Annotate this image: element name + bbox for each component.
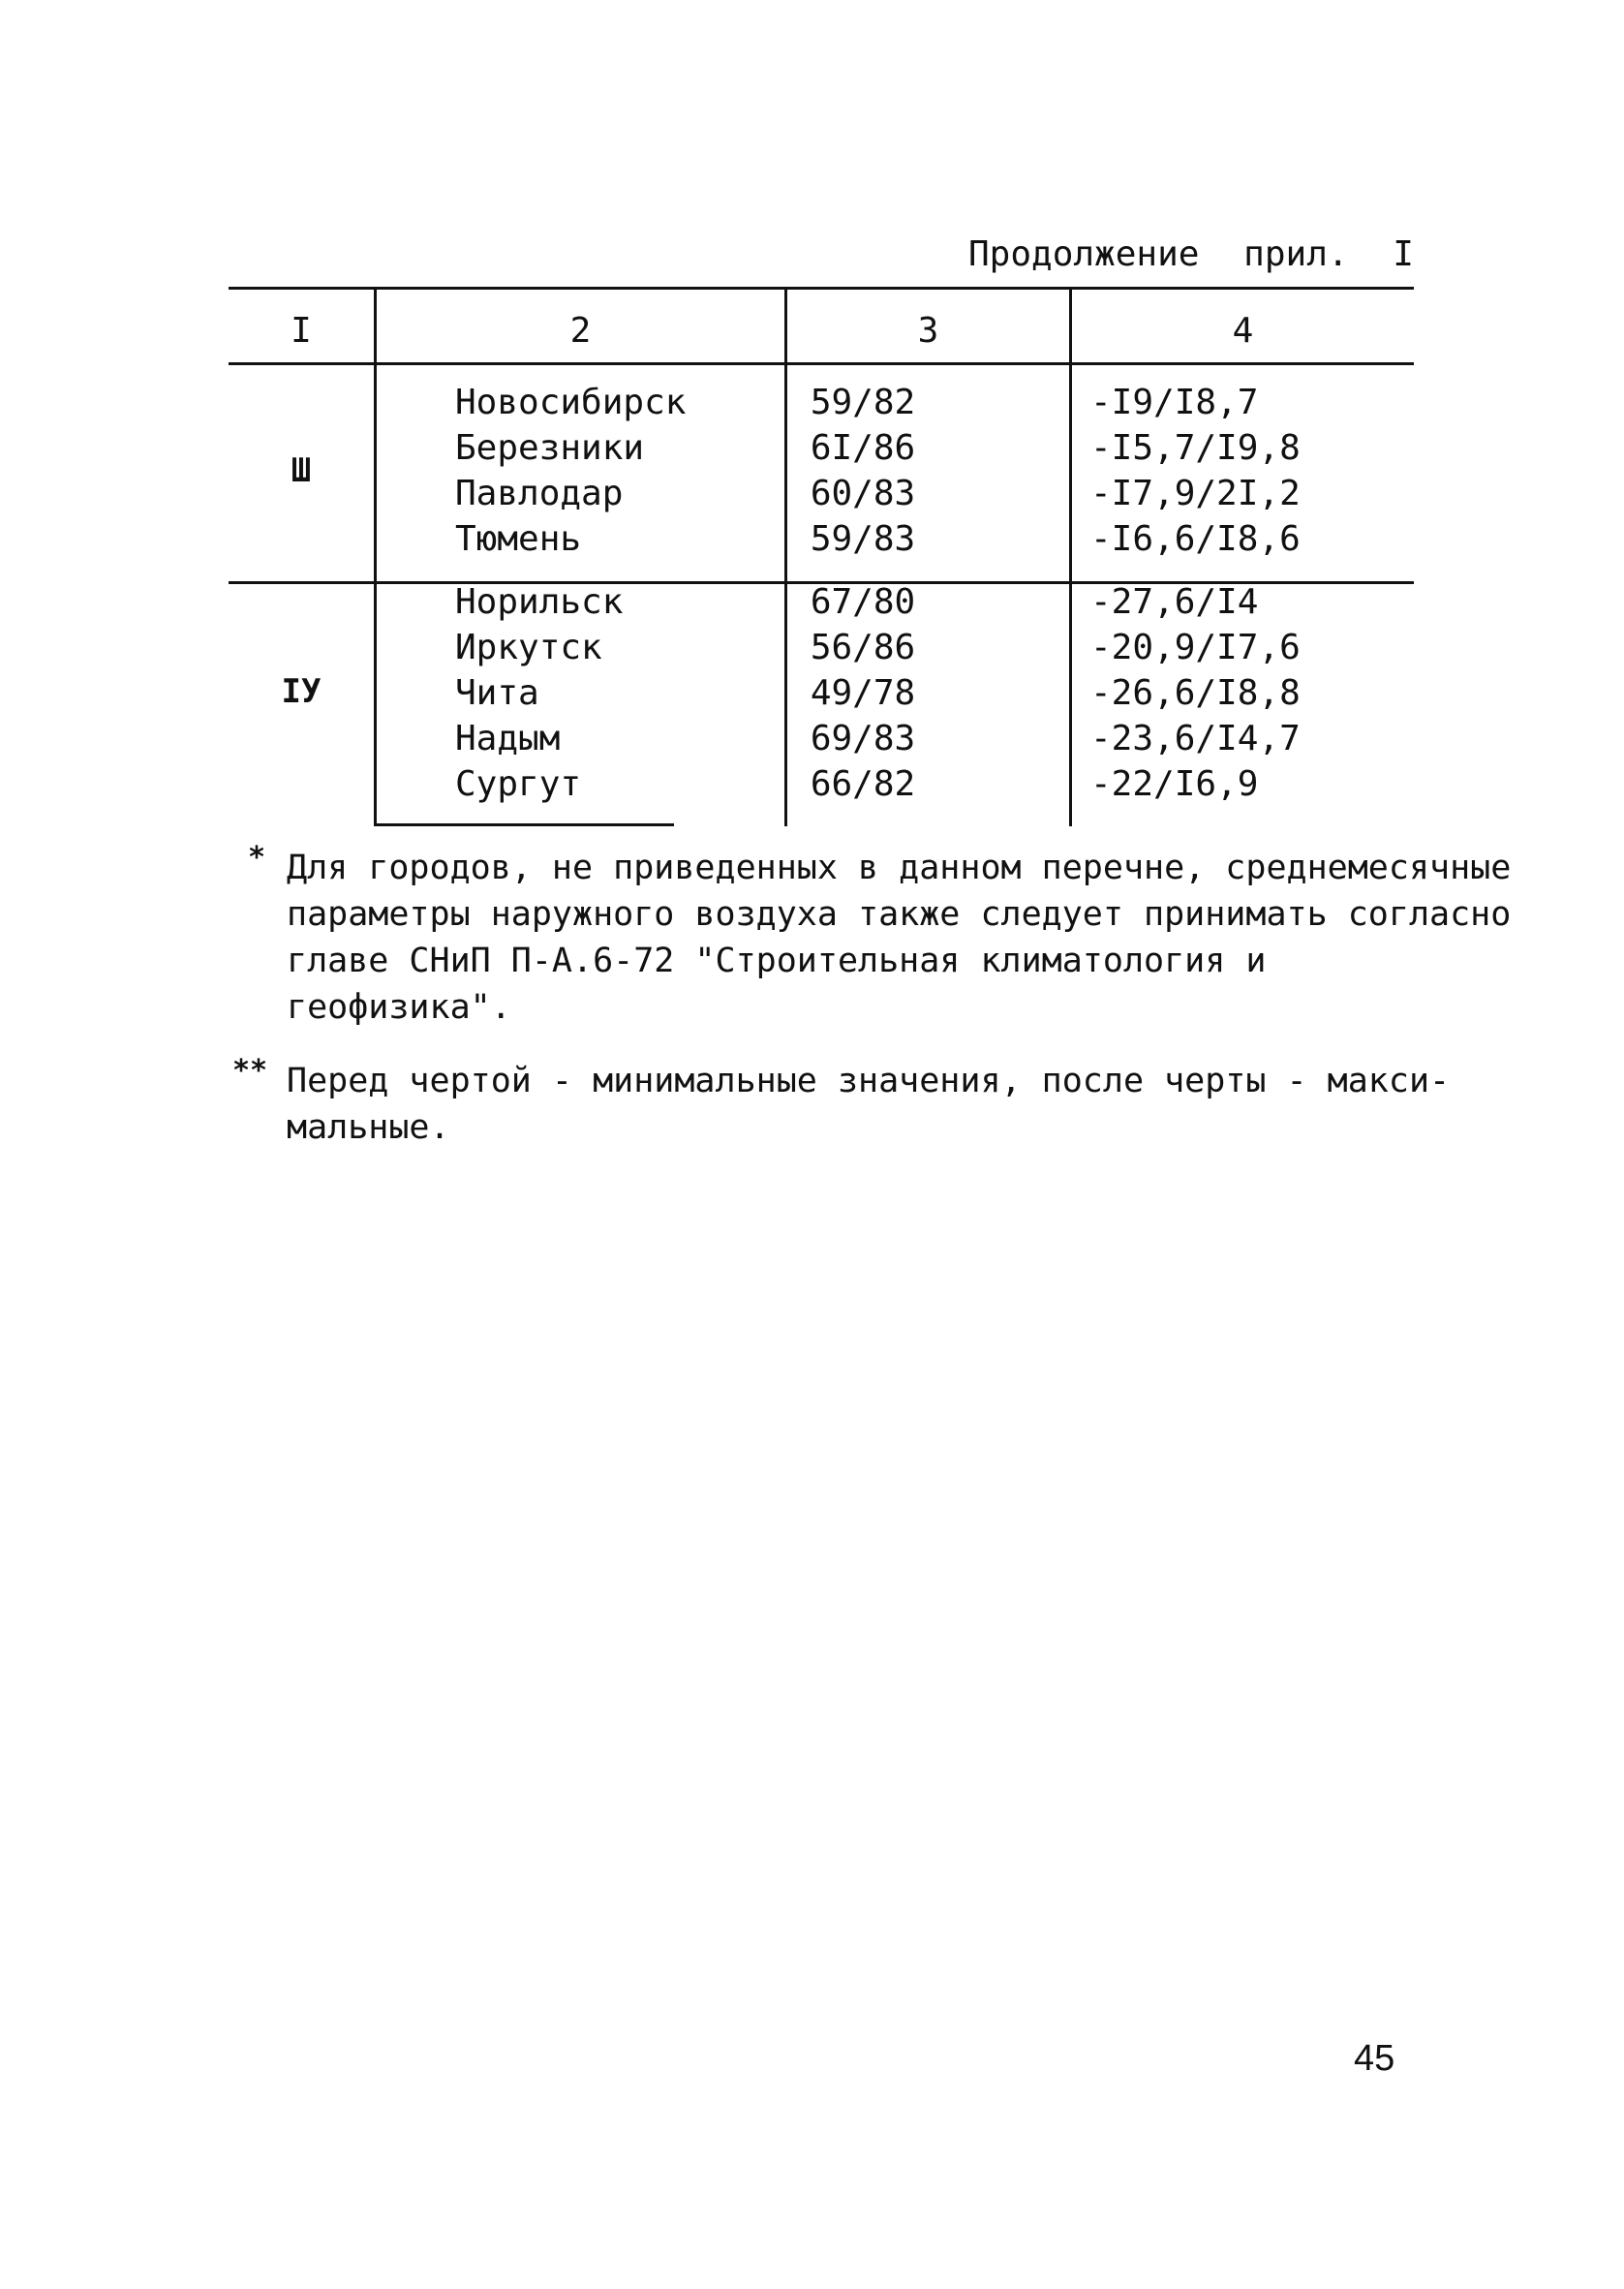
continuation-label: Продолжение [968, 234, 1200, 274]
footnote-text: параметры наружного воздуха также следует принимать согласно [287, 895, 1512, 934]
temperature-cell: -I9/I8,7 [1090, 383, 1259, 422]
column-header-2: 2 [569, 311, 592, 351]
page-number: 45 [1354, 2038, 1395, 2079]
footnote-text: Перед чертой - минимальные значения, после черты - макси- [287, 1062, 1451, 1100]
footnote-line [287, 891, 1512, 938]
table-col-rule-1 [374, 287, 377, 826]
footnote-line [287, 984, 1414, 1031]
humidity-cell: 59/82 [810, 383, 916, 422]
temperature-cell: -20,9/I7,6 [1090, 628, 1301, 667]
column-header-1: I [291, 311, 312, 351]
footnote-1 [287, 845, 1512, 1031]
city-cell: Норильск [455, 582, 624, 622]
temperature-cell: -I5,7/I9,8 [1090, 428, 1301, 468]
city-cell: Березники [455, 428, 645, 468]
footnote-line [287, 1104, 1414, 1151]
group-label-iv: IУ [281, 672, 322, 711]
humidity-cell: 67/80 [810, 582, 916, 622]
continuation-header [968, 232, 1414, 277]
city-cell: Новосибирск [455, 383, 687, 422]
temperature-cell: -I6,6/I8,6 [1090, 519, 1301, 559]
humidity-cell: 49/78 [810, 673, 916, 713]
temperature-cell: -27,6/I4 [1090, 582, 1259, 622]
footnote-text: Для городов, не приведенных в данном перечне, среднемесячные [287, 849, 1512, 887]
humidity-cell: 60/83 [810, 474, 916, 513]
city-cell: Тюмень [455, 519, 582, 559]
temperature-cell: -26,6/I8,8 [1090, 673, 1301, 713]
temperature-cell: -23,6/I4,7 [1090, 719, 1301, 758]
footnote-mark-1: * [248, 841, 266, 875]
city-cell: Иркутск [455, 628, 602, 667]
column-header-3: 3 [917, 311, 939, 351]
table-header-rule [229, 362, 1414, 365]
footnote-line [287, 938, 1414, 984]
humidity-cell: 56/86 [810, 628, 916, 667]
humidity-cell: 6I/86 [810, 428, 916, 468]
column-header-4: 4 [1232, 311, 1254, 351]
table-col-rule-3 [1069, 287, 1072, 826]
appendix-number: I [1393, 234, 1414, 274]
footnote-line [287, 1058, 1451, 1104]
temperature-cell: -22/I6,9 [1090, 764, 1259, 804]
footnote-2 [287, 1058, 1451, 1151]
climate-table [229, 287, 1414, 829]
appendix-label: прил. [1243, 234, 1349, 274]
temperature-cell: -I7,9/2I,2 [1090, 474, 1301, 513]
footnote-text: главе СНиП П-А.6-72 "Строительная климатология и [287, 942, 1267, 980]
group-label-iii: Ш [291, 451, 312, 490]
footnote-text: мальные. [287, 1108, 450, 1147]
table-top-rule [229, 287, 1414, 290]
city-cell: Надым [455, 719, 561, 758]
humidity-cell: 66/82 [810, 764, 916, 804]
footnote-line [287, 845, 1512, 891]
humidity-cell: 59/83 [810, 519, 916, 559]
footnote-text: геофизика". [287, 988, 511, 1027]
city-cell: Сургут [455, 764, 582, 804]
city-cell: Павлодар [455, 474, 624, 513]
footnote-mark-2: ** [232, 1054, 268, 1088]
humidity-cell: 69/83 [810, 719, 916, 758]
table-bottom-rule [374, 823, 674, 826]
city-cell: Чита [455, 673, 539, 713]
